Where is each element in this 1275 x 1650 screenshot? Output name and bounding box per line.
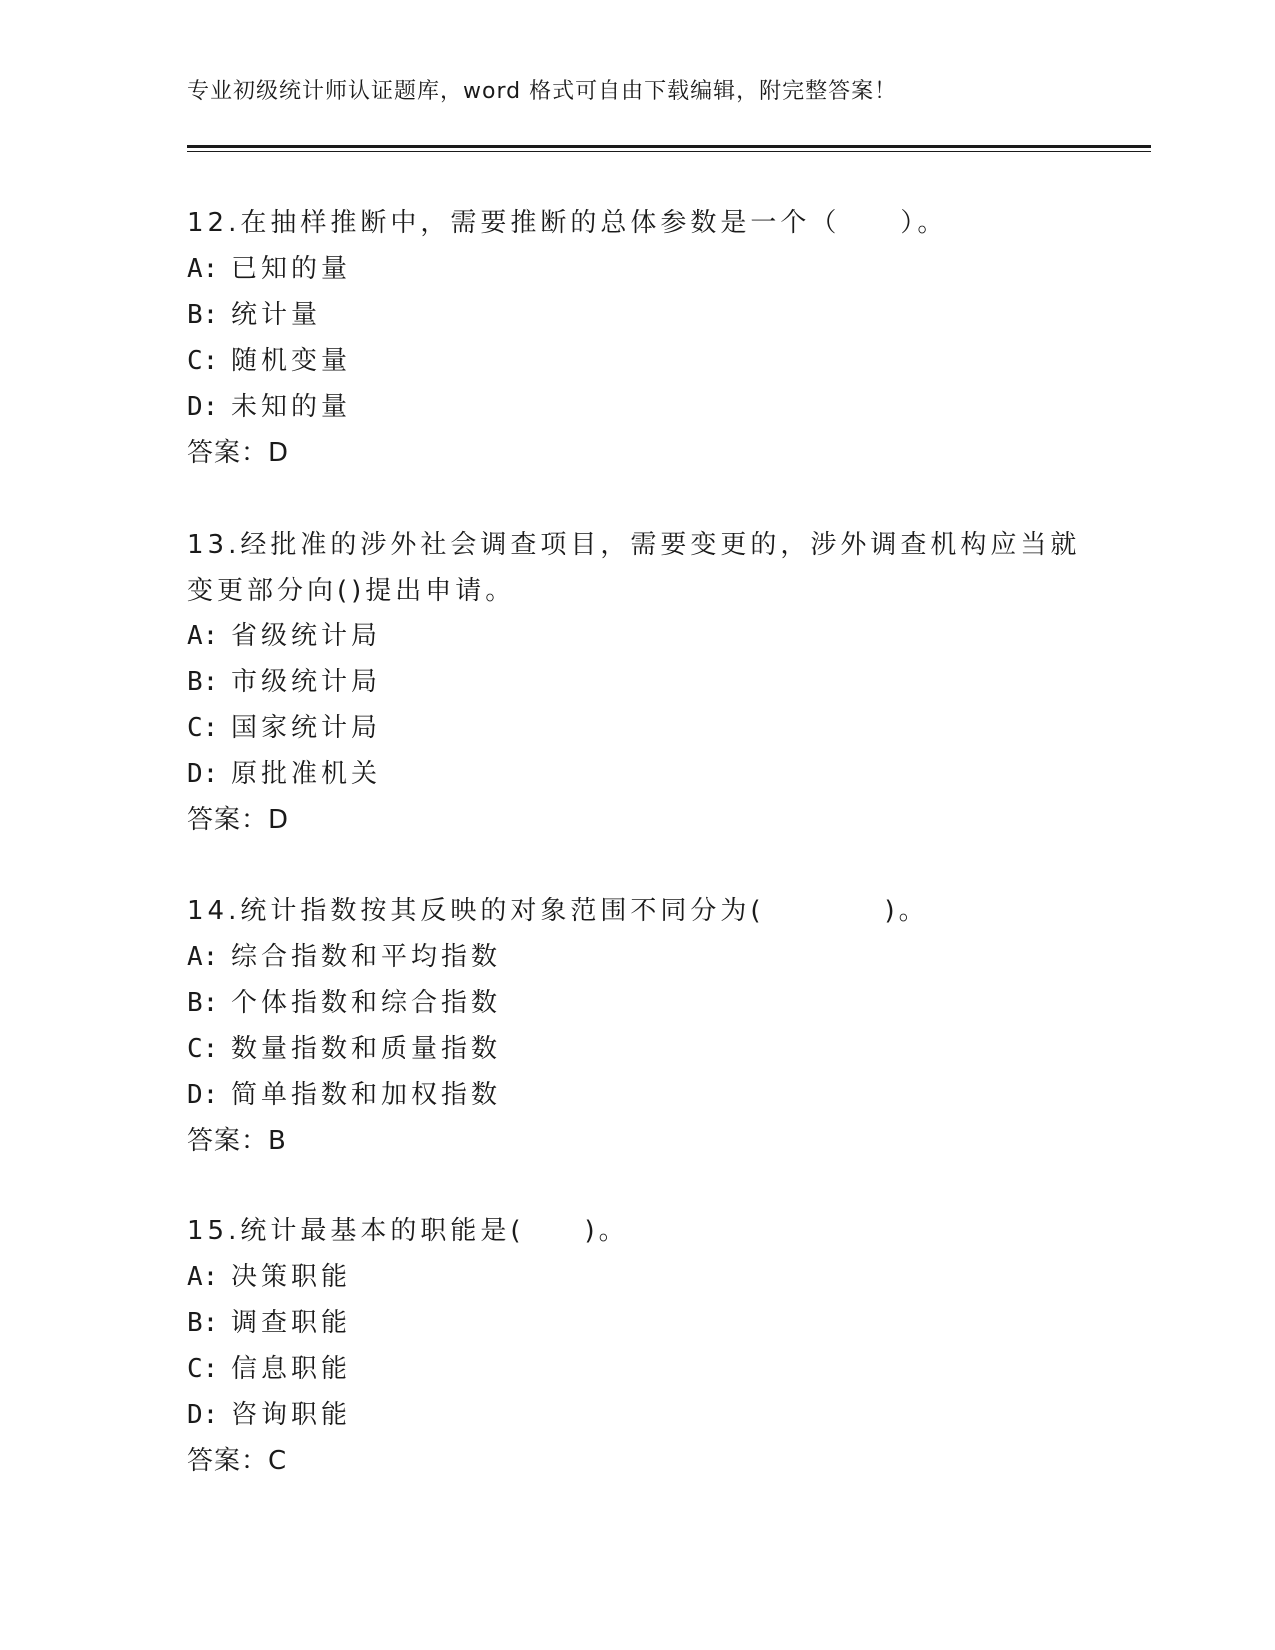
answer-line bbox=[187, 1118, 287, 1164]
option-a bbox=[187, 934, 501, 980]
question-stem: 15.统计最基本的职能是( )。 bbox=[187, 1216, 629, 1246]
option-d bbox=[187, 751, 381, 797]
option-text: 个体指数和综合指数 bbox=[231, 988, 502, 1018]
option-text: 调查职能 bbox=[231, 1308, 352, 1338]
option-text: 国家统计局 bbox=[231, 713, 382, 743]
option-b bbox=[187, 980, 501, 1026]
option-letter: A: bbox=[187, 1262, 219, 1292]
option-d bbox=[187, 1392, 351, 1438]
answer-line bbox=[187, 1438, 287, 1484]
option-list bbox=[187, 934, 501, 1118]
option-letter: A: bbox=[187, 254, 219, 284]
option-d bbox=[187, 384, 351, 430]
answer-label: 答案： bbox=[187, 1446, 269, 1476]
option-text: 综合指数和平均指数 bbox=[231, 942, 502, 972]
answer-label: 答案： bbox=[187, 1126, 269, 1156]
option-c bbox=[187, 1346, 351, 1392]
option-text: 已知的量 bbox=[231, 254, 352, 284]
option-a bbox=[187, 246, 351, 292]
option-b bbox=[187, 1300, 351, 1346]
option-letter: A: bbox=[187, 942, 219, 972]
option-letter: D: bbox=[187, 1080, 219, 1110]
answer-value: B bbox=[268, 1126, 287, 1156]
option-letter: D: bbox=[187, 392, 219, 422]
option-b bbox=[187, 292, 351, 338]
answer-line bbox=[187, 430, 289, 476]
answer-label: 答案： bbox=[187, 438, 269, 468]
option-list bbox=[187, 246, 351, 430]
answer-value: D bbox=[268, 805, 290, 835]
option-text: 省级统计局 bbox=[231, 621, 382, 651]
answer-value: D bbox=[268, 438, 290, 468]
option-letter: C: bbox=[187, 1034, 219, 1064]
option-list bbox=[187, 613, 381, 797]
option-a bbox=[187, 1254, 351, 1300]
option-c bbox=[187, 1026, 501, 1072]
question-stem: 13.经批准的涉外社会调查项目，需要变更的，涉外调查机构应当就变更部分向()提出申请。 bbox=[187, 530, 1081, 606]
answer-line bbox=[187, 797, 289, 843]
option-text: 原批准机关 bbox=[231, 759, 382, 789]
option-letter: C: bbox=[187, 1354, 219, 1384]
option-c bbox=[187, 338, 351, 384]
option-letter: A: bbox=[187, 621, 219, 651]
answer-value: C bbox=[268, 1446, 288, 1476]
option-letter: B: bbox=[187, 300, 219, 330]
option-letter: D: bbox=[187, 759, 219, 789]
question-stem: 12.在抽样推断中，需要推断的总体参数是一个（ ）。 bbox=[187, 208, 948, 238]
option-text: 数量指数和质量指数 bbox=[231, 1034, 502, 1064]
option-text: 市级统计局 bbox=[231, 667, 382, 697]
option-text: 决策职能 bbox=[231, 1262, 352, 1292]
answer-label: 答案： bbox=[187, 805, 269, 835]
option-letter: C: bbox=[187, 713, 219, 743]
option-letter: B: bbox=[187, 667, 219, 697]
page-header: 专业初级统计师认证题库，word 格式可自由下载编辑，附完整答案！ bbox=[187, 79, 898, 104]
option-list bbox=[187, 1254, 351, 1438]
option-letter: D: bbox=[187, 1400, 219, 1430]
option-letter: B: bbox=[187, 988, 219, 1018]
header-rule bbox=[187, 145, 1151, 148]
option-c bbox=[187, 705, 381, 751]
option-letter: C: bbox=[187, 346, 219, 376]
option-text: 统计量 bbox=[231, 300, 322, 330]
option-letter: B: bbox=[187, 1308, 219, 1338]
option-d bbox=[187, 1072, 501, 1118]
option-text: 随机变量 bbox=[231, 346, 352, 376]
option-text: 咨询职能 bbox=[231, 1400, 352, 1430]
option-text: 未知的量 bbox=[231, 392, 352, 422]
question-stem: 14.统计指数按其反映的对象范围不同分为( )。 bbox=[187, 896, 929, 926]
option-text: 信息职能 bbox=[231, 1354, 352, 1384]
option-a bbox=[187, 613, 381, 659]
option-text: 简单指数和加权指数 bbox=[231, 1080, 502, 1110]
header-rule-thin bbox=[187, 151, 1151, 152]
option-b bbox=[187, 659, 381, 705]
